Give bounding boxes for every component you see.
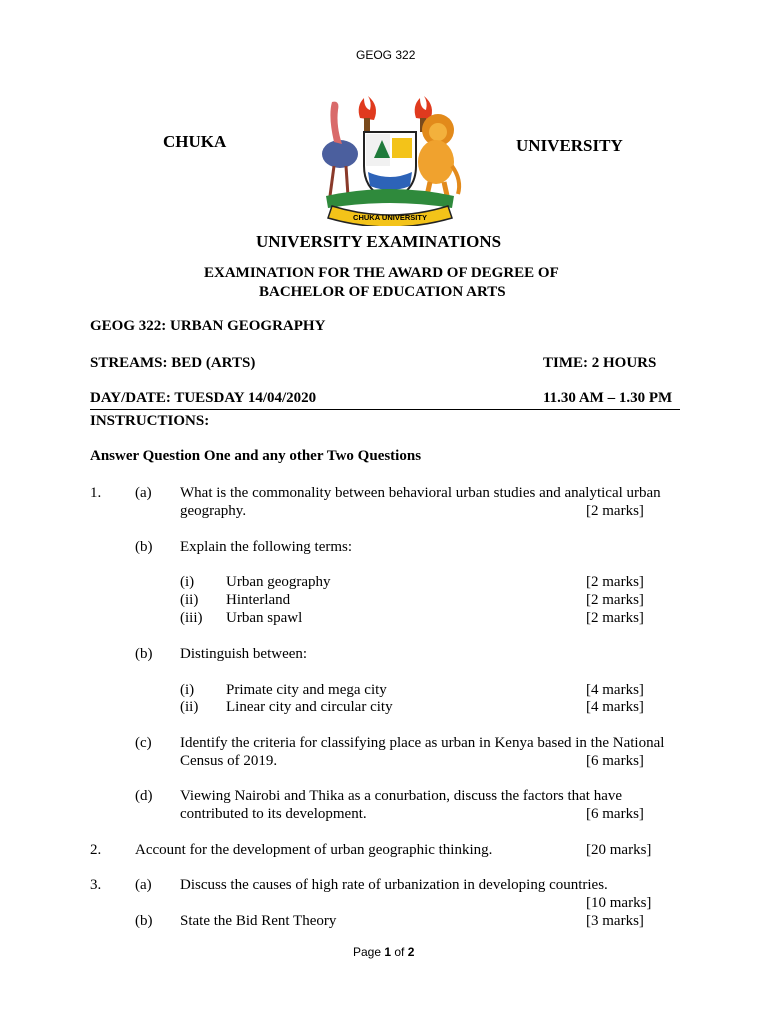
letterhead-left: CHUKA <box>163 132 227 151</box>
award-title-line2: BACHELOR OF EDUCATION ARTS <box>259 284 506 300</box>
q3b-text: State the Bid Rent Theory <box>180 913 337 929</box>
q1b2-item-text: Primate city and mega city <box>226 682 387 698</box>
q1b1-item-label: (ii) <box>180 592 199 608</box>
page-prefix: Page <box>353 945 385 959</box>
q1b1-item-label: (iii) <box>180 610 203 626</box>
question-2-number: 2. <box>90 842 102 858</box>
streams: STREAMS: BED (ARTS) <box>90 355 256 371</box>
q3a-text: Discuss the causes of high rate of urbanization in developing countries. <box>180 877 608 893</box>
question-3-number: 3. <box>90 877 102 893</box>
q1b1-text: Explain the following terms: <box>180 539 353 555</box>
page-current: 1 <box>384 945 392 959</box>
q1b1-item-label: (i) <box>180 574 195 590</box>
question-1-number: 1. <box>90 485 102 501</box>
q3a-marks: [10 marks] <box>586 895 652 911</box>
q1c-text-line2: Census of 2019. <box>180 753 278 769</box>
q1b1-item-text: Hinterland <box>226 592 291 608</box>
q3b-label: (b) <box>135 913 153 929</box>
q1d-text-line1: Viewing Nairobi and Thika as a conurbation, discuss the factors that have <box>180 788 623 804</box>
q1b2-label: (b) <box>135 646 153 662</box>
award-title-line1: EXAMINATION FOR THE AWARD OF DEGREE OF <box>204 265 559 281</box>
q3a-label: (a) <box>135 877 152 893</box>
q1b1-item-text: Urban spawl <box>226 610 303 626</box>
exam-duration: TIME: 2 HOURS <box>543 355 657 371</box>
q1d-text-line2: contributed to its development. <box>180 806 367 822</box>
q1d-label: (d) <box>135 788 153 804</box>
exam-main-title: UNIVERSITY EXAMINATIONS <box>256 232 502 251</box>
q1b1-item-marks: [2 marks] <box>586 574 644 590</box>
exam-hours: 11.30 AM – 1.30 PM <box>543 390 673 406</box>
q1a-text-line2: geography. <box>180 503 247 519</box>
course-name: GEOG 322: URBAN GEOGRAPHY <box>90 318 326 334</box>
university-crest-logo <box>312 96 468 226</box>
page-number <box>353 945 414 959</box>
q1b2-item-label: (i) <box>180 682 195 698</box>
q1c-text-line1: Identify the criteria for classifying place as urban in Kenya based in the National <box>180 735 665 751</box>
q1b2-item-label: (ii) <box>180 699 199 715</box>
q1b1-label: (b) <box>135 539 153 555</box>
instructions-heading: INSTRUCTIONS: <box>90 413 210 429</box>
exam-date: DAY/DATE: TUESDAY 14/04/2020 <box>90 390 317 406</box>
instructions-text: Answer Question One and any other Two Questions <box>90 448 422 464</box>
q1b2-item-marks: [4 marks] <box>586 699 644 715</box>
q1b2-text: Distinguish between: <box>180 646 308 662</box>
q1b1-item-marks: [2 marks] <box>586 592 644 608</box>
page-total: 2 <box>407 945 415 959</box>
q3b-marks: [3 marks] <box>586 913 644 929</box>
crest-banner-text: CHUKA UNIVERSITY <box>353 213 427 222</box>
divider-line <box>90 409 680 410</box>
q2-text: Account for the development of urban geographic thinking. <box>135 842 493 858</box>
q2-marks: [20 marks] <box>586 842 652 858</box>
q1d-marks: [6 marks] <box>586 806 644 822</box>
q1b2-item-text: Linear city and circular city <box>226 699 393 715</box>
header-code: GEOG 322 <box>356 48 416 62</box>
q1b2-item-marks: [4 marks] <box>586 682 644 698</box>
q1b1-item-text: Urban geography <box>226 574 331 590</box>
q1c-marks: [6 marks] <box>586 753 644 769</box>
q1b1-item-marks: [2 marks] <box>586 610 644 626</box>
page-of: of <box>391 945 408 959</box>
q1c-label: (c) <box>135 735 152 751</box>
q1a-text-line1: What is the commonality between behavioral urban studies and analytical urban <box>180 485 661 501</box>
q1a-marks: [2 marks] <box>586 503 644 519</box>
q1a-label: (a) <box>135 485 152 501</box>
letterhead-right: UNIVERSITY <box>516 136 623 155</box>
